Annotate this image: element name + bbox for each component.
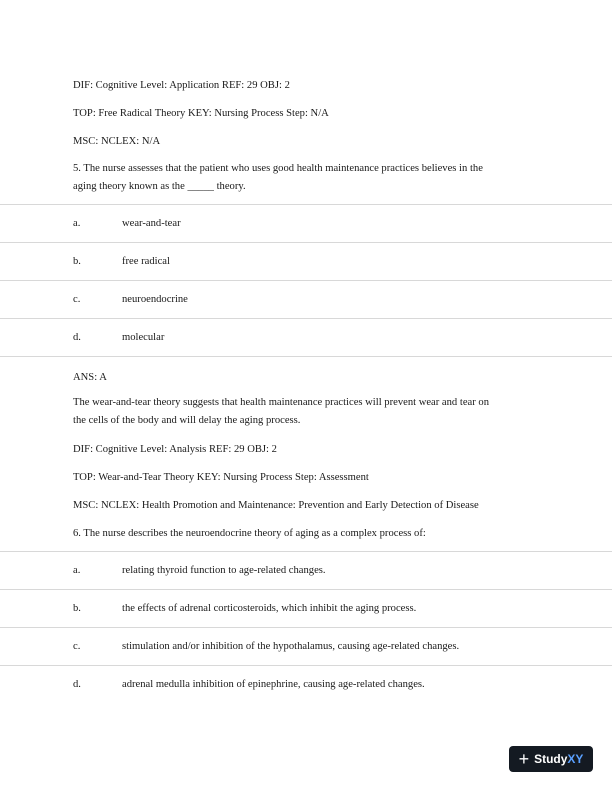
q5-option-b [0, 242, 612, 280]
q5-answer: ANS: A [73, 372, 107, 383]
q6-option-c-text: stimulation and/or inhibition of the hypothalamus, causing age-related changes. [122, 641, 460, 652]
q6-option-a-text: relating thyroid function to age-related changes. [122, 565, 326, 576]
question-6: 6. The nurse describes the neuroendocrine theory of aging as a complex process of: [73, 528, 426, 539]
q6-option-c [0, 627, 612, 665]
q6-option-d [0, 665, 612, 703]
q5-option-d [0, 318, 612, 357]
q5-topic: TOP: Wear-and-Tear Theory KEY: Nursing Process Step: Assessment [73, 472, 369, 483]
q5-options-table [0, 204, 612, 357]
top-topic: TOP: Free Radical Theory KEY: Nursing Process Step: N/A [73, 108, 329, 119]
q6-option-b-text: the effects of adrenal corticosteroids, which inhibit the aging process. [122, 603, 417, 614]
q6-option-b [0, 589, 612, 627]
q6-option-d-text: adrenal medulla inhibition of epinephrine, causing age-related changes. [122, 679, 425, 690]
q5-rationale-line-1: The wear-and-tear theory suggests that health maintenance practices will prevent wear and tear on [73, 397, 489, 408]
q5-option-a [0, 204, 612, 242]
q6-option-d-letter: d. [73, 679, 81, 690]
q5-option-a-text: wear-and-tear [122, 218, 181, 229]
q6-option-b-letter: b. [73, 603, 81, 614]
q5-rationale-line-2: the cells of the body and will delay the aging process. [73, 415, 301, 426]
question-5-line-1: 5. The nurse assesses that the patient who uses good health maintenance practices believes in the [73, 163, 483, 174]
q5-option-c-text: neuroendocrine [122, 294, 188, 305]
q5-dif: DIF: Cognitive Level: Analysis REF: 29 OBJ: 2 [73, 444, 277, 455]
top-dif: DIF: Cognitive Level: Application REF: 29 OBJ: 2 [73, 80, 290, 91]
q6-option-a [0, 551, 612, 589]
q5-option-c-letter: c. [73, 294, 81, 305]
q5-option-b-letter: b. [73, 256, 81, 267]
q5-option-c [0, 280, 612, 318]
q5-option-a-letter: a. [73, 218, 81, 229]
plus-icon: + [518, 749, 530, 769]
q5-option-d-letter: d. [73, 332, 81, 343]
brand-main: Study [534, 752, 568, 766]
q5-rationale [73, 394, 553, 430]
top-msc: MSC: NCLEX: N/A [73, 136, 161, 147]
q6-options-table [0, 551, 612, 703]
brand-accent: XY [567, 752, 584, 766]
q5-option-d-text: molecular [122, 332, 165, 343]
question-5 [73, 160, 543, 196]
q6-option-c-letter: c. [73, 641, 81, 652]
q6-option-a-letter: a. [73, 565, 81, 576]
q5-msc: MSC: NCLEX: Health Promotion and Maintenance: Prevention and Early Detection of Disease [73, 500, 479, 511]
q5-option-b-text: free radical [122, 256, 170, 267]
studyxy-badge[interactable] [509, 746, 593, 772]
question-5-line-2: aging theory known as the _____ theory. [73, 181, 246, 192]
